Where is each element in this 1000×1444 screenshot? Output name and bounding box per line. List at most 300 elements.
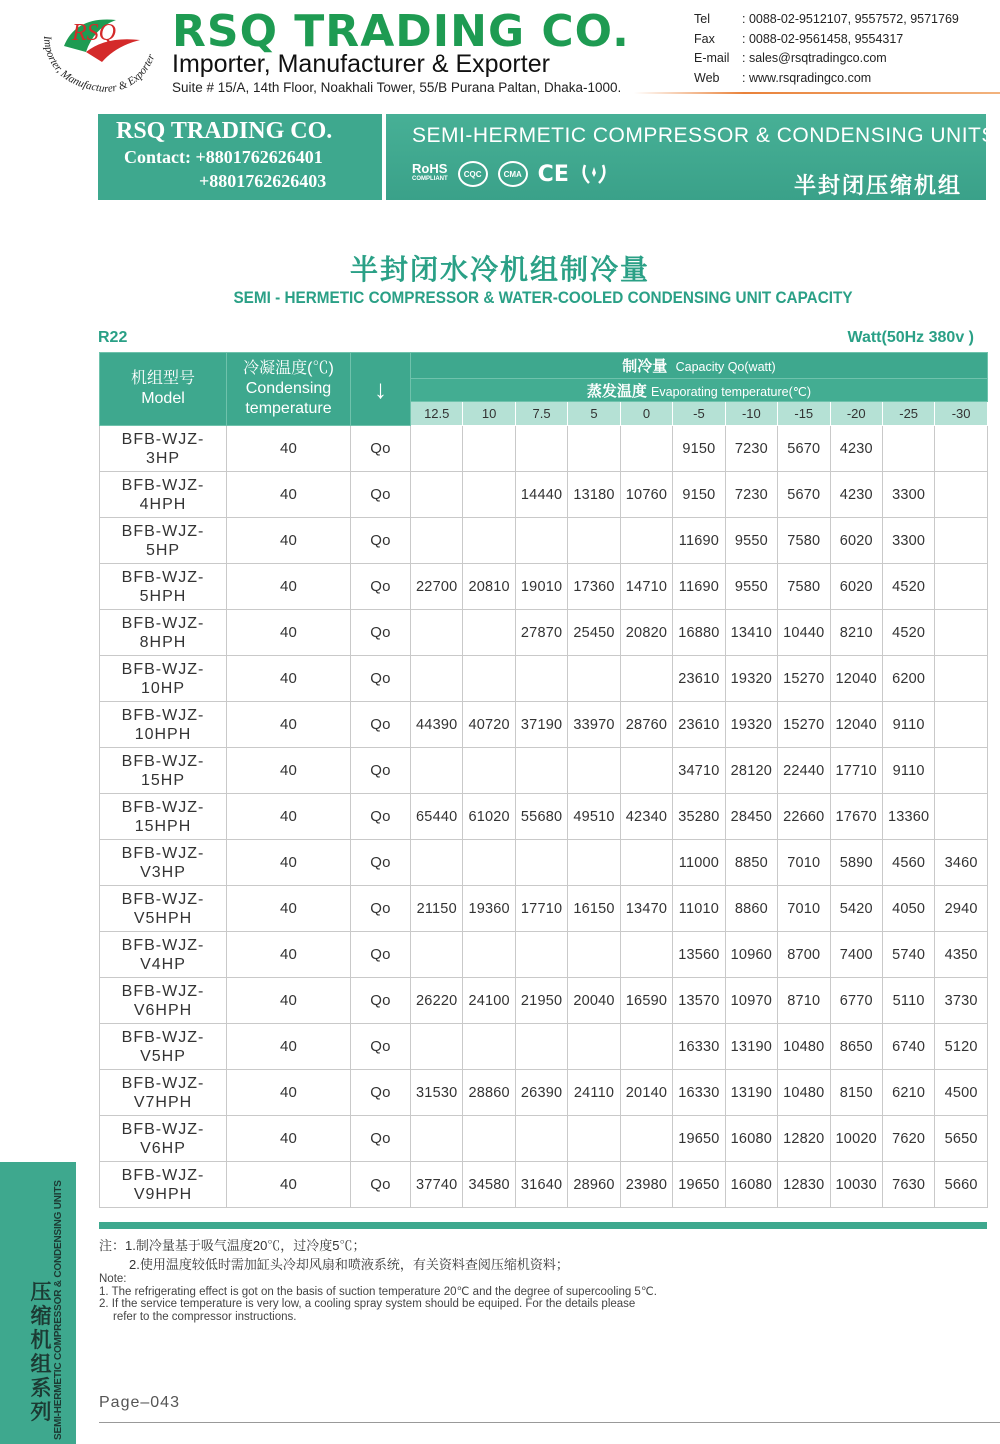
capacity-cell: 9110 [882,702,934,748]
capacity-cell [515,748,567,794]
temp-header: -20 [830,402,882,426]
capacity-cell: 28860 [463,1070,515,1116]
capacity-cell: 19650 [673,1116,725,1162]
model-cell: BFB-WJZ- 4HPH [100,472,227,518]
capacity-table [99,352,988,1208]
capacity-cell: 14710 [620,564,672,610]
capacity-cell: 19320 [725,702,777,748]
table-row [100,1070,988,1116]
condensing-cell: 40 [227,794,351,840]
capacity-cell [568,748,620,794]
product-banner [386,114,996,200]
capacity-cell: 4350 [935,932,987,978]
capacity-cell [935,656,987,702]
qo-cell: Qo [351,1070,411,1116]
condensing-cell: 40 [227,610,351,656]
capacity-cell [411,1024,463,1070]
condensing-cell: 40 [227,472,351,518]
banner-contact-2: +8801762626403 [199,171,327,191]
capacity-cell [882,426,934,472]
capacity-cell [620,518,672,564]
capacity-cell [515,656,567,702]
temp-header: 10 [463,402,515,426]
capacity-cell [411,840,463,886]
qo-cell: Qo [351,518,411,564]
capacity-cell: 23980 [620,1162,672,1208]
capacity-cell: 7630 [882,1162,934,1208]
temp-header: -10 [725,402,777,426]
temp-header: 0 [620,402,672,426]
capacity-cell: 9550 [725,518,777,564]
capacity-cell: 13470 [620,886,672,932]
condensing-cell: 40 [227,1024,351,1070]
capacity-cell: 7230 [725,426,777,472]
model-cell: BFB-WJZ- 10HP [100,656,227,702]
capacity-header: 制冷量 Capacity Qo(watt) [411,353,988,379]
capacity-cell: 10480 [778,1024,830,1070]
capacity-cell: 61020 [463,794,515,840]
side-tab-cn: 压 缩 机 组 系 列 [30,1280,52,1424]
capacity-cell [935,748,987,794]
note-en-2: 2. If the service temperature is very low, a cooling spray system should be equiped. For the details please [99,1298,636,1310]
capacity-cell: 11690 [673,564,725,610]
capacity-cell: 10480 [778,1070,830,1116]
page-number: Page–043 [99,1394,180,1411]
qo-cell: Qo [351,426,411,472]
capacity-cell: 22440 [778,748,830,794]
capacity-cell: 21150 [411,886,463,932]
condensing-cell: 40 [227,426,351,472]
capacity-cell: 28760 [620,702,672,748]
capacity-cell [411,518,463,564]
capacity-cell: 7620 [882,1116,934,1162]
temp-header: -15 [778,402,830,426]
model-header: 机组型号 Model [100,353,227,426]
evaporating-header: 蒸发温度 Evaporating temperature(℃) [411,379,988,402]
capacity-cell: 4230 [830,426,882,472]
capacity-cell: 20140 [620,1070,672,1116]
capacity-cell [568,1116,620,1162]
capacity-cell: 5670 [778,426,830,472]
capacity-cell [463,1116,515,1162]
capacity-cell: 8850 [725,840,777,886]
capacity-cell: 13570 [673,978,725,1024]
capacity-cell: 24100 [463,978,515,1024]
capacity-cell: 16330 [673,1070,725,1116]
capacity-cell: 21950 [515,978,567,1024]
capacity-cell: 8700 [778,932,830,978]
capacity-cell: 5650 [935,1116,987,1162]
temp-header: -5 [673,402,725,426]
rohs-icon: RoHS COMPLIANT [412,161,448,182]
capacity-cell: 25450 [568,610,620,656]
capacity-cell: 12040 [830,702,882,748]
table-row [100,794,988,840]
cqc-icon: CQC [458,161,488,187]
capacity-cell: 23610 [673,702,725,748]
capacity-cell: 4520 [882,610,934,656]
capacity-cell: 10760 [620,472,672,518]
page-footer-line [99,1422,1000,1423]
capacity-cell [935,426,987,472]
capacity-cell [568,840,620,886]
condensing-cell: 40 [227,840,351,886]
arrow-down-icon: ↓ [351,353,411,426]
company-name-text: RSQ TRADING CO. [172,6,630,57]
capacity-cell: 8210 [830,610,882,656]
qo-cell: Qo [351,978,411,1024]
model-cell: BFB-WJZ- V6HP [100,1116,227,1162]
capacity-cell: 19010 [515,564,567,610]
capacity-cell: 17710 [830,748,882,794]
note-cn-1: 注：1.制冷量基于吸气温度20℃，过冷度5℃； [99,1238,366,1253]
capacity-cell: 5110 [882,978,934,1024]
capacity-cell [620,1116,672,1162]
capacity-cell: 5740 [882,932,934,978]
temp-header: -25 [882,402,934,426]
certification-logos [412,160,609,188]
capacity-cell: 7230 [725,472,777,518]
capacity-cell [463,748,515,794]
capacity-cell: 37190 [515,702,567,748]
company-address: Suite # 15/A, 14th Floor, Noakhali Tower, 55/B Purana Paltan, Dhaka-1000. [172,80,622,95]
capacity-cell: 26220 [411,978,463,1024]
capacity-cell [620,748,672,794]
capacity-cell: 14440 [515,472,567,518]
capacity-cell [515,518,567,564]
capacity-cell: 65440 [411,794,463,840]
capacity-cell: 3300 [882,518,934,564]
notes-cn [99,1236,569,1274]
qo-cell: Qo [351,656,411,702]
capacity-cell [935,564,987,610]
table-row [100,932,988,978]
capacity-cell: 20040 [568,978,620,1024]
capacity-cell: 5670 [778,472,830,518]
table-row [100,472,988,518]
note-en-3: refer to the compressor instructions. [113,1310,297,1323]
model-cell: BFB-WJZ- 5HP [100,518,227,564]
capacity-cell: 16880 [673,610,725,656]
model-cell: BFB-WJZ- V5HP [100,1024,227,1070]
capacity-cell [411,656,463,702]
model-cell: BFB-WJZ- V6HPH [100,978,227,1024]
qo-cell: Qo [351,794,411,840]
capacity-cell: 4560 [882,840,934,886]
capacity-cell [411,426,463,472]
capacity-cell: 16080 [725,1162,777,1208]
capacity-cell: 4230 [830,472,882,518]
capacity-cell: 5660 [935,1162,987,1208]
table-row [100,1162,988,1208]
capacity-cell: 26390 [515,1070,567,1116]
capacity-cell: 7010 [778,886,830,932]
capacity-cell: 17360 [568,564,620,610]
capacity-cell: 17710 [515,886,567,932]
capacity-cell: 13560 [673,932,725,978]
contact-email[interactable]: E-mail : sales@rsqtradingco.com [694,51,887,65]
capacity-cell: 8650 [830,1024,882,1070]
capacity-cell [411,472,463,518]
capacity-cell: 34710 [673,748,725,794]
qo-cell: Qo [351,932,411,978]
table-row [100,656,988,702]
capacity-cell: 3300 [882,472,934,518]
banner-title-cn: 半封闭压缩机组 [793,173,962,198]
capacity-cell: 28120 [725,748,777,794]
banner-title: SEMI-HERMETIC COMPRESSOR & CONDENSING UNITS [412,124,996,147]
laurel-icon [579,161,609,187]
capacity-cell: 16080 [725,1116,777,1162]
capacity-cell: 44390 [411,702,463,748]
table-row [100,886,988,932]
capacity-cell [515,426,567,472]
condensing-cell: 40 [227,748,351,794]
capacity-cell [463,472,515,518]
capacity-cell: 24110 [568,1070,620,1116]
capacity-cell: 28450 [725,794,777,840]
condensing-header: 冷凝温度(℃) Condensing temperature [227,353,351,426]
model-cell: BFB-WJZ- 3HP [100,426,227,472]
capacity-cell [935,610,987,656]
qo-cell: Qo [351,610,411,656]
capacity-cell: 6200 [882,656,934,702]
note-en-title: Note: [99,1273,127,1285]
capacity-cell: 6770 [830,978,882,1024]
condensing-cell: 40 [227,518,351,564]
capacity-cell: 6210 [882,1070,934,1116]
notes-en [99,1273,657,1323]
model-cell: BFB-WJZ- V5HPH [100,886,227,932]
capacity-cell [620,1024,672,1070]
temp-header: 7.5 [515,402,567,426]
temp-header: 5 [568,402,620,426]
table-row [100,702,988,748]
contact-banner [98,114,382,200]
capacity-cell: 34580 [463,1162,515,1208]
capacity-cell [411,1116,463,1162]
capacity-cell: 4050 [882,886,934,932]
capacity-cell: 3460 [935,840,987,886]
capacity-cell: 13190 [725,1070,777,1116]
qo-cell: Qo [351,472,411,518]
page-title-cn: 半封闭水冷机组制冷量 [349,253,650,286]
condensing-cell: 40 [227,564,351,610]
model-cell: BFB-WJZ- V3HP [100,840,227,886]
capacity-cell: 12820 [778,1116,830,1162]
side-tab-en: SEMI-HERMETIC COMPRESSOR & CONDENSING UNITS [53,1180,64,1440]
capacity-cell [515,932,567,978]
table-row [100,840,988,886]
model-cell: BFB-WJZ- V9HPH [100,1162,227,1208]
model-cell: BFB-WJZ- 15HP [100,748,227,794]
side-tab [0,1162,76,1444]
capacity-cell: 13410 [725,610,777,656]
capacity-cell: 9150 [673,472,725,518]
condensing-cell: 40 [227,1162,351,1208]
table-row [100,1116,988,1162]
capacity-cell [620,426,672,472]
capacity-cell: 28960 [568,1162,620,1208]
capacity-cell: 13180 [568,472,620,518]
table-row [100,1024,988,1070]
capacity-cell: 10440 [778,610,830,656]
capacity-cell [463,1024,515,1070]
table-footer-bar [99,1222,987,1229]
capacity-cell [515,1024,567,1070]
capacity-cell: 19360 [463,886,515,932]
capacity-cell: 23610 [673,656,725,702]
condensing-cell: 40 [227,1116,351,1162]
capacity-cell: 40720 [463,702,515,748]
capacity-cell: 27870 [515,610,567,656]
capacity-cell: 7580 [778,518,830,564]
capacity-cell: 7010 [778,840,830,886]
capacity-cell: 6020 [830,564,882,610]
capacity-cell: 37740 [411,1162,463,1208]
capacity-cell: 5120 [935,1024,987,1070]
capacity-cell: 31640 [515,1162,567,1208]
capacity-cell: 7580 [778,564,830,610]
model-cell: BFB-WJZ- V7HPH [100,1070,227,1116]
capacity-cell [463,656,515,702]
banner-company: RSQ TRADING CO. [116,118,333,144]
logo-tagline: Importer, Manufacturer & Exporter [40,35,158,96]
capacity-cell: 9110 [882,748,934,794]
capacity-cell: 5420 [830,886,882,932]
capacity-cell: 10030 [830,1162,882,1208]
capacity-cell: 10970 [725,978,777,1024]
capacity-cell: 31530 [411,1070,463,1116]
capacity-cell [411,610,463,656]
capacity-cell [568,518,620,564]
capacity-cell [568,932,620,978]
qo-cell: Qo [351,564,411,610]
capacity-cell: 9150 [673,426,725,472]
capacity-cell: 8860 [725,886,777,932]
capacity-cell: 6740 [882,1024,934,1070]
capacity-cell [935,518,987,564]
page-title-en: SEMI - HERMETIC COMPRESSOR & WATER-COOLED CONDENSING UNIT CAPACITY [233,288,853,307]
capacity-cell: 8150 [830,1070,882,1116]
capacity-cell: 19320 [725,656,777,702]
capacity-cell: 15270 [778,656,830,702]
capacity-cell [568,1024,620,1070]
capacity-cell: 9550 [725,564,777,610]
table-row [100,518,988,564]
table-row [100,748,988,794]
capacity-cell: 16590 [620,978,672,1024]
qo-cell: Qo [351,1116,411,1162]
capacity-cell [463,840,515,886]
qo-cell: Qo [351,840,411,886]
table-row [100,426,988,472]
condensing-cell: 40 [227,702,351,748]
capacity-cell: 16330 [673,1024,725,1070]
capacity-cell [515,1116,567,1162]
cma-icon: CMA [498,161,528,187]
capacity-cell [620,932,672,978]
capacity-cell: 11000 [673,840,725,886]
capacity-cell: 12040 [830,656,882,702]
capacity-cell: 17670 [830,794,882,840]
temp-header: 12.5 [411,402,463,426]
capacity-cell: 10020 [830,1116,882,1162]
contact-tel: Tel : 0088-02-9512107, 9557572, 9571769 [694,12,959,26]
contact-fax: Fax : 0088-02-9561458, 9554317 [694,31,904,46]
capacity-cell [411,748,463,794]
banner-contact-1: Contact: +8801762626401 [124,147,323,167]
condensing-cell: 40 [227,656,351,702]
capacity-cell: 6020 [830,518,882,564]
capacity-cell: 2940 [935,886,987,932]
capacity-cell [463,426,515,472]
capacity-cell [463,610,515,656]
capacity-cell: 49510 [568,794,620,840]
capacity-cell: 11010 [673,886,725,932]
capacity-cell: 42340 [620,794,672,840]
model-cell: BFB-WJZ- 15HPH [100,794,227,840]
capacity-cell [463,932,515,978]
qo-cell: Qo [351,886,411,932]
company-logo [36,6,166,98]
model-cell: BFB-WJZ- V4HP [100,932,227,978]
temp-header: -30 [935,402,987,426]
capacity-cell: 4500 [935,1070,987,1116]
company-subtitle: Importer, Manufacturer & Exporter [172,50,550,78]
note-cn-2: 2.使用温度较低时需加缸头冷却风扇和喷液系统，有关资料查阅压缩机资料； [129,1257,569,1272]
power-label: Watt(50Hz 380v ) [847,329,974,346]
capacity-cell [935,472,987,518]
ce-icon: CE [537,161,569,187]
capacity-cell [935,794,987,840]
capacity-cell: 3730 [935,978,987,1024]
capacity-cell: 16150 [568,886,620,932]
capacity-cell: 13190 [725,1024,777,1070]
note-en-1: 1. The refrigerating effect is got on the basis of suction temperature 20℃ and the degree of supercooling 5℃. [99,1285,657,1298]
capacity-cell: 11690 [673,518,725,564]
model-cell: BFB-WJZ- 8HPH [100,610,227,656]
capacity-cell: 12830 [778,1162,830,1208]
logo-text: RSQ [72,20,116,46]
capacity-cell: 35280 [673,794,725,840]
contact-web[interactable]: Web : www.rsqradingco.com [694,70,872,85]
capacity-cell: 4520 [882,564,934,610]
capacity-cell: 33970 [568,702,620,748]
capacity-cell [620,656,672,702]
capacity-cell: 55680 [515,794,567,840]
capacity-cell: 22660 [778,794,830,840]
capacity-cell [568,656,620,702]
table-row [100,610,988,656]
capacity-cell [515,840,567,886]
condensing-cell: 40 [227,978,351,1024]
capacity-cell: 15270 [778,702,830,748]
capacity-cell: 7400 [830,932,882,978]
capacity-cell: 20810 [463,564,515,610]
capacity-cell: 5890 [830,840,882,886]
table-row [100,978,988,1024]
capacity-cell [620,840,672,886]
qo-cell: Qo [351,748,411,794]
capacity-cell [568,426,620,472]
capacity-cell: 13360 [882,794,934,840]
condensing-cell: 40 [227,886,351,932]
capacity-cell: 19650 [673,1162,725,1208]
model-cell: BFB-WJZ- 10HPH [100,702,227,748]
refrigerant-label: R22 [98,329,128,346]
condensing-cell: 40 [227,932,351,978]
